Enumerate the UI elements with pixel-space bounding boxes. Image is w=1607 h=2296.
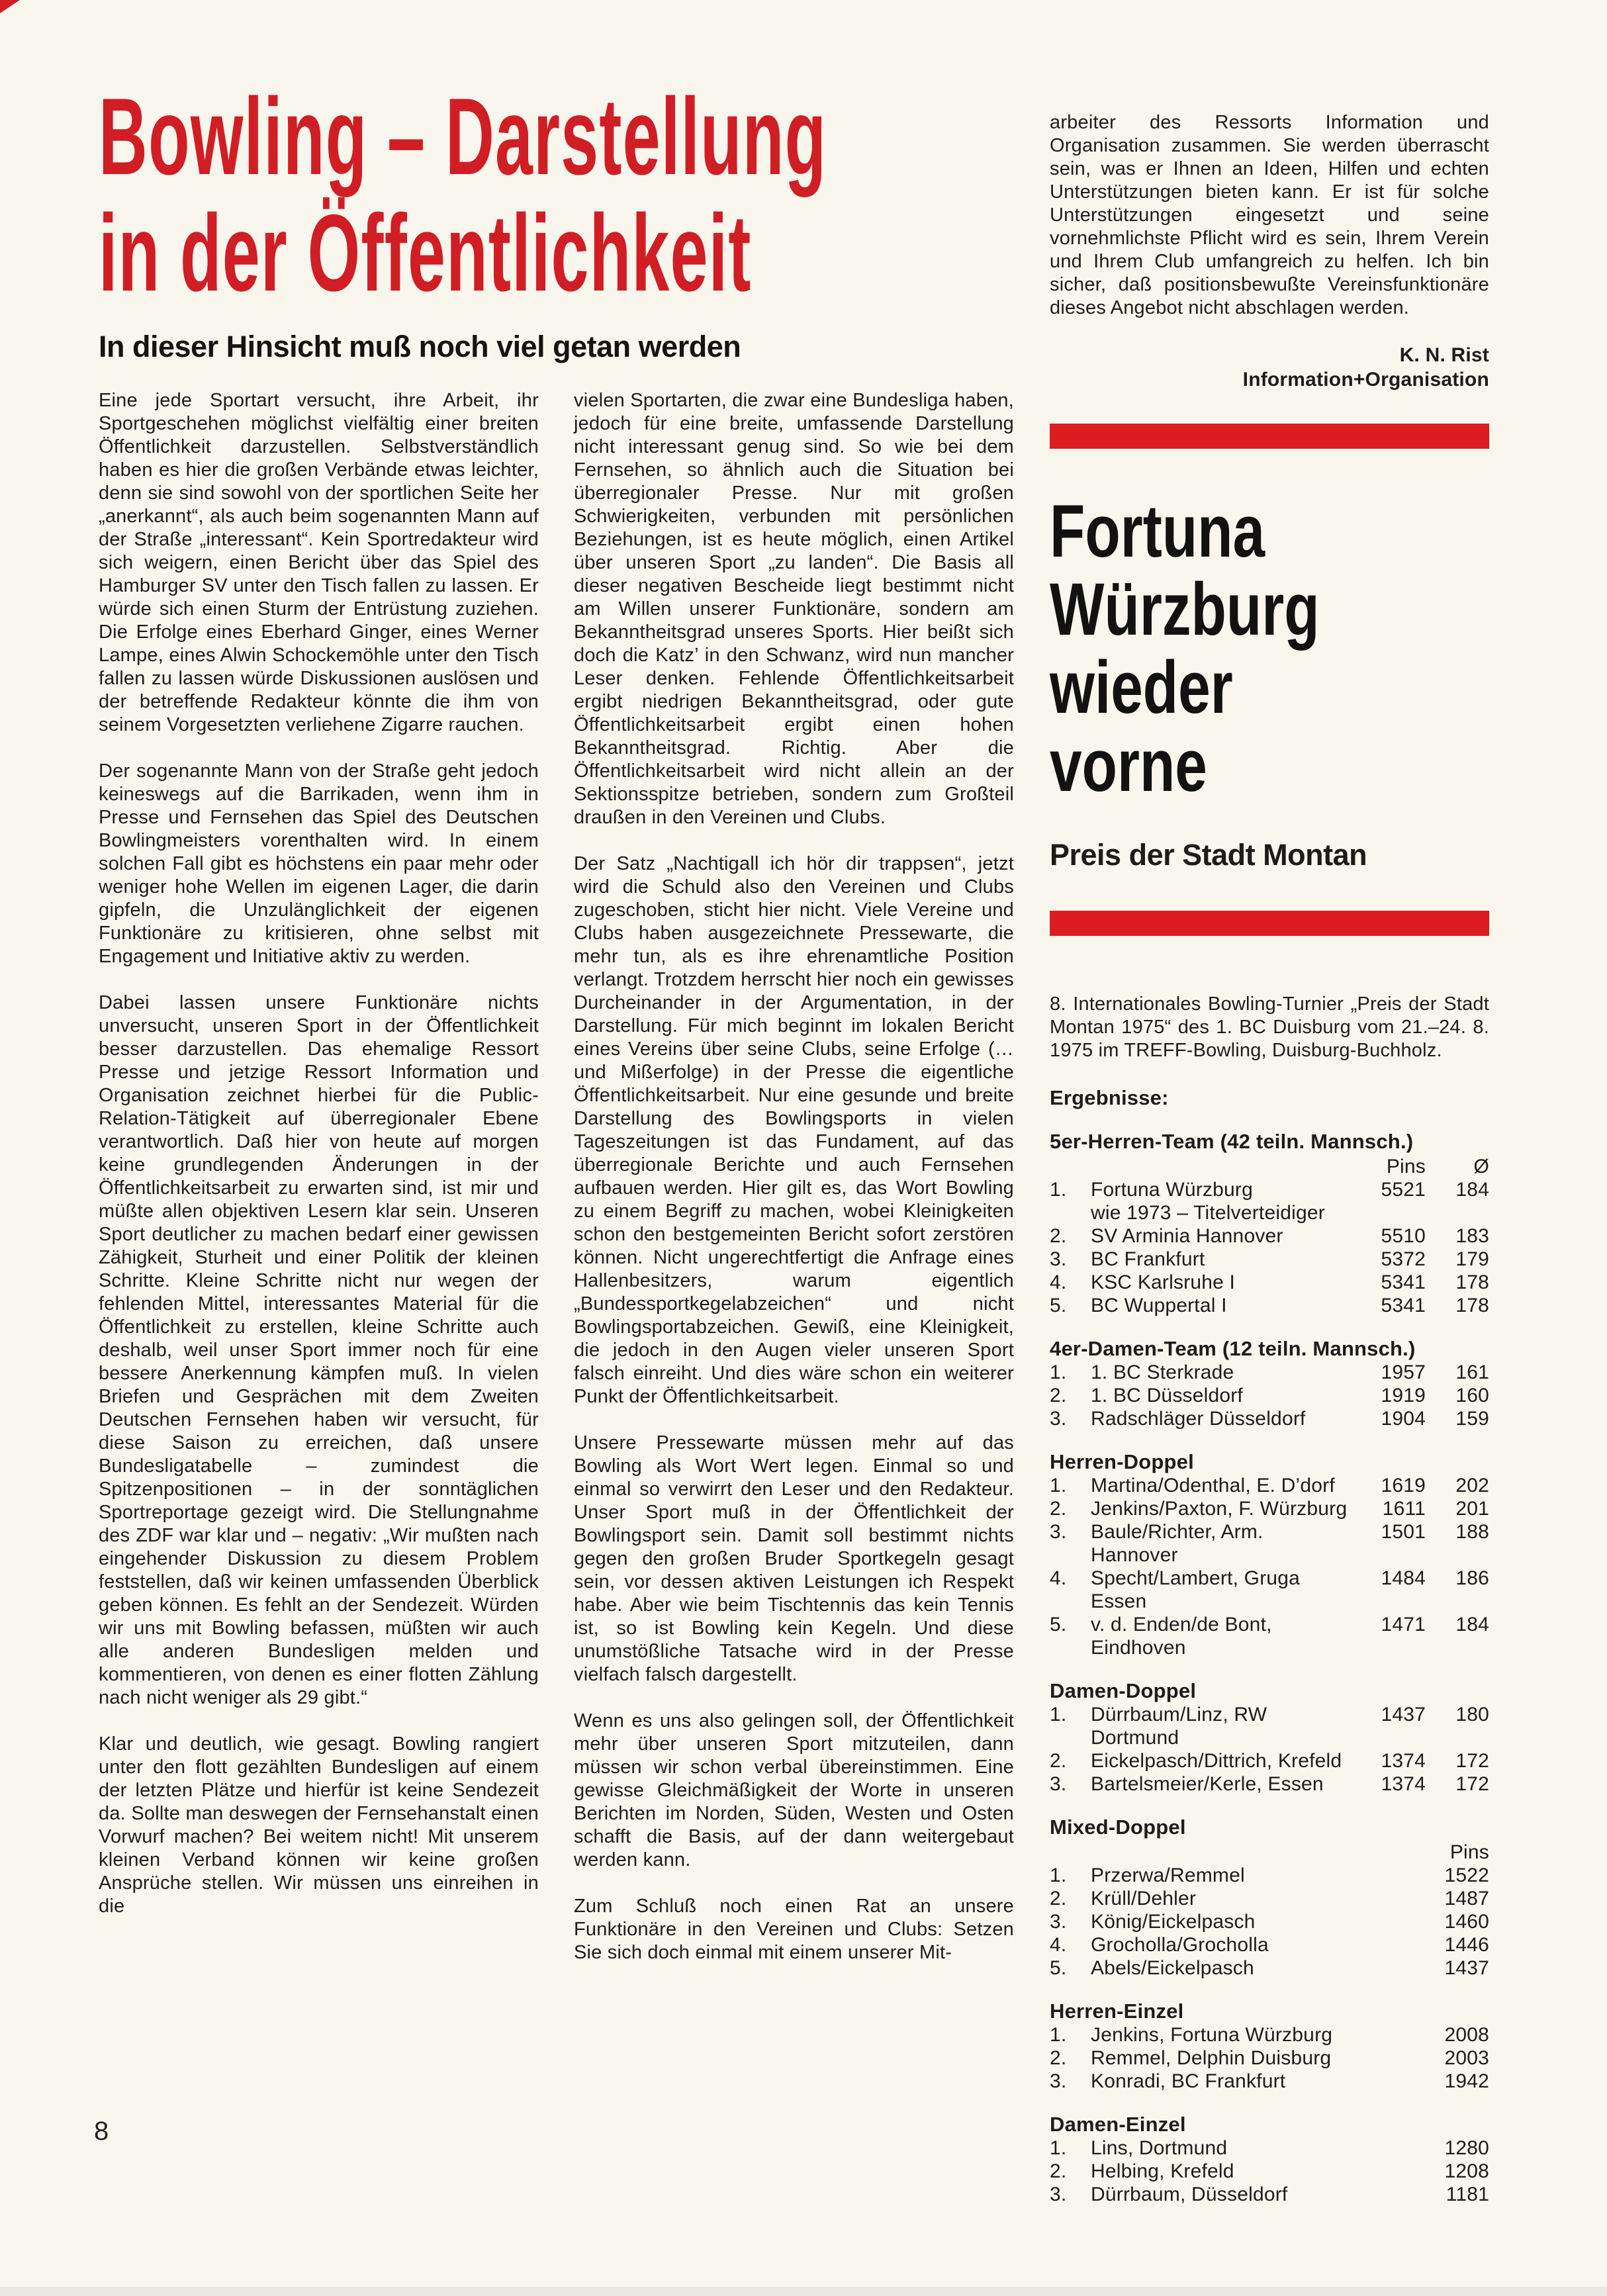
- row-pins: 5341: [1381, 1271, 1426, 1293]
- row-pins: 5510: [1381, 1225, 1426, 1247]
- fortuna-headline-line1: Fortuna: [1050, 490, 1265, 573]
- row-name: Eickelpasch/Dittrich, Krefeld: [1091, 1750, 1342, 1772]
- red-divider-top: [1050, 424, 1489, 449]
- row-rank: 1.: [1050, 1475, 1067, 1496]
- row-name: Fortuna Würzburg: [1091, 1179, 1253, 1201]
- results-row: [1050, 2070, 1489, 2093]
- row-name: Konradi, BC Frankfurt: [1091, 2070, 1286, 2092]
- results-row: [1050, 1407, 1489, 1430]
- results: [1050, 1130, 1489, 2206]
- row-pins: 1501: [1381, 1521, 1426, 1543]
- row-rank: 3.: [1050, 2070, 1067, 2092]
- results-row: [1050, 1520, 1489, 1567]
- row-average: 188: [1455, 1521, 1489, 1543]
- row-pins: 2008: [1444, 2024, 1489, 2046]
- section-heading: 5er-Herren-Team (42 teiln. Mannsch.): [1050, 1130, 1414, 1153]
- fortuna-headline: [1050, 492, 1489, 805]
- row-rank: 2.: [1050, 1498, 1067, 1520]
- row-name: BC Wuppertal I: [1091, 1295, 1227, 1316]
- row-name: v. d. Enden/de Bont, Eindhoven: [1091, 1614, 1272, 1659]
- row-average: 180: [1455, 1704, 1489, 1725]
- section-heading: 4er-Damen-Team (12 teiln. Mannsch.): [1050, 1337, 1416, 1360]
- results-row: [1050, 2136, 1489, 2160]
- results-row: [1050, 1248, 1489, 1271]
- row-rank: 5.: [1050, 1614, 1067, 1635]
- event-description: 8. Internationales Bowling-Turnier „Preis der Stadt Montan 1975“ des 1. BC Duisburg vom 21.–24. 8. 1975 im TREFF-Bowling, Duisburg-Buchholz.: [1050, 993, 1489, 1061]
- results-row: [1050, 2023, 1489, 2046]
- results-section: [1050, 1999, 1489, 2093]
- row-pins: 1437: [1444, 1957, 1489, 1979]
- results-row: [1050, 1497, 1489, 1520]
- row-name: Abels/Eickelpasch: [1091, 1957, 1254, 1979]
- row-average: 183: [1455, 1225, 1489, 1247]
- row-name: Dürrbaum/Linz, RW Dortmund: [1091, 1704, 1267, 1749]
- results-row: [1050, 1910, 1489, 1933]
- row-rank: 2.: [1050, 1888, 1067, 1909]
- row-pins: 1957: [1381, 1361, 1426, 1383]
- paragraph: Zum Schluß noch einen Rat an unsere Funktionäre in den Vereinen und Clubs: Setzen Sie sich doch einmal mit einem unserer Mit-: [574, 1896, 1014, 1963]
- row-pins: 5521: [1381, 1179, 1426, 1201]
- results-section: [1050, 1679, 1489, 1796]
- results-row: [1050, 1294, 1489, 1317]
- row-name: KSC Karlsruhe I: [1091, 1271, 1236, 1293]
- row-rank: 4.: [1050, 1271, 1067, 1293]
- row-name: Lins, Dortmund: [1091, 2137, 1228, 2159]
- page-bottom-edge: [0, 2287, 1607, 2296]
- results-row: [1050, 1224, 1489, 1248]
- row-average: 160: [1455, 1385, 1489, 1406]
- row-name: Bartelsmeier/Kerle, Essen: [1091, 1773, 1324, 1795]
- row-pins: 1522: [1444, 1864, 1489, 1886]
- row-average: 201: [1455, 1498, 1489, 1520]
- row-average: 202: [1455, 1475, 1489, 1496]
- results-section: [1050, 2113, 1489, 2206]
- row-name: BC Frankfurt: [1091, 1248, 1205, 1270]
- row-pins: 1374: [1381, 1773, 1426, 1795]
- paragraph: Eine jede Sportart versucht, ihre Arbeit, ihr Sportgeschehen möglichst vielfältig einer breiten Öffentlichkeit darzustellen. Selbstverständlich haben es hier die großen Verbände etwas leichter, denn sie sind sowohl von der sportlichen Seite her „anerkannt“, als auch beim sogenannten Mann auf der Straße „interessant“. Kein Sportredakteur wird sich weigern, einen Bericht über das Spiel des Hamburger SV unter den Tisch fallen zu lassen. Er würde sich einen Sturm der Entrüstung zuziehen. Die Erfolge eines Eberhard Ginger, eines Werner Lampe, eines Alwin Schockemöhle unter den Tisch fallen zu lassen würde Diskussionen auslösen und der betreffende Redakteur könnte die ihm von seinem Vorgesetzten verliehene Zigarre rauchen.: [99, 390, 539, 735]
- section-heading: Herren-Einzel: [1050, 1999, 1184, 2023]
- results-section: [1050, 1450, 1489, 1659]
- results-row: [1050, 1271, 1489, 1294]
- row-name: Jenkins/Paxton, F. Würzburg: [1091, 1498, 1348, 1520]
- red-divider-bottom: [1050, 911, 1489, 936]
- row-rank: 1.: [1050, 2024, 1067, 2046]
- row-rank: 4.: [1050, 1934, 1067, 1956]
- row-pins: 1437: [1381, 1704, 1426, 1725]
- results-label: Ergebnisse:: [1050, 1086, 1169, 1109]
- results-row: [1050, 1956, 1489, 1980]
- results-row: [1050, 1887, 1489, 1910]
- signature-role: Information+Organisation: [1242, 369, 1489, 390]
- row-average: 161: [1455, 1361, 1489, 1383]
- results-section: [1050, 1337, 1489, 1430]
- lead-subtitle: In dieser Hinsicht muß noch viel getan werden: [99, 330, 741, 363]
- body-column-2: [574, 389, 1014, 1964]
- row-pins: 5341: [1381, 1295, 1426, 1316]
- row-pins: 1280: [1444, 2137, 1489, 2159]
- row-pins: 1484: [1381, 1567, 1426, 1589]
- row-rank: 2.: [1050, 1385, 1067, 1406]
- paragraph: Unsere Pressewarte müssen mehr auf das Bowling als Wort Wert legen. Einmal so und einmal so verwirrt den Leser und den Redakteur. Unser Sport muß in der Öffentlichkeit der Bowlingsport sein. Damit soll bestimmt nichts gegen den großen Bruder Sportkegeln gesagt sein, vor dessen aktiven Leistungen ich Respekt habe. Aber wie beim Tischtennis das kein Tennis ist, so ist Bowling kein Kegeln. Und diese unumstößliche Tatsache wird in der Presse vielfach falsch dargestellt.: [574, 1432, 1014, 1685]
- row-pins: 1487: [1444, 1888, 1489, 1909]
- fortuna-subheadline: Preis der Stadt Montan: [1050, 838, 1367, 872]
- row-average: 186: [1455, 1567, 1489, 1589]
- body-column-1: [99, 389, 539, 1918]
- fortuna-headline-line4: vorne: [1050, 724, 1207, 807]
- paragraph: Der Satz „Nachtigall ich hör dir trappsen“, jetzt wird die Schuld also den Vereinen und Clubs zugeschoben, sticht hier nicht. Viele Vereine und Clubs haben ausgezeichnete Pressewarte, die mehr tun, als es ihre ehrenamtliche Position verlangt. Trotzdem herrscht hier noch ein gewisses Durcheinander in der Argumentation, in der Darstellung. Für mich beginnt im lokalen Bericht eines Vereins über seine Clubs, seine Erfolge (… und Mißerfolge) in der Presse die eigentliche Öffentlichkeitsarbeit. Nur eine gesunde und breite Darstellung des Bowlingsports in vielen Tageszeitungen ist das Fundament, auf das überregionale Berichte und auch Fernsehen aufbauen werden. Hier gilt es, das Wort Bowling zu einem Begriff zu machen, wobei Kleinigkeiten schon den bestgemeinten Bericht sofort zerstören können. Nicht ungerechtfertigt die Anfrage eines Hallenbesitzers, warum eigentlich „Bundessportkegelabzeichen“ und nicht Bowlingsportabzeichen. Gewiß, eine Kleinigkeit, die jedoch in den Augen vieler unseren Sport falsch einreiht. Und dies wäre schon ein weiterer Punkt der Öffentlichkeitsarbeit.: [574, 853, 1014, 1407]
- row-average: 179: [1455, 1248, 1489, 1270]
- results-row: [1050, 2160, 1489, 2183]
- row-average: 184: [1455, 1614, 1489, 1635]
- row-rank: 1.: [1050, 1361, 1067, 1383]
- results-row: [1050, 1613, 1489, 1659]
- row-pins: 1208: [1444, 2160, 1489, 2182]
- row-pins: 5372: [1381, 1248, 1426, 1270]
- paragraph: vielen Sportarten, die zwar eine Bundesliga haben, jedoch für eine breite, umfassende Darstellung nicht interessant genug sind. So wie bei dem Fernsehen, so ähnlich auch die Situation bei überregionaler Presse. Nur mit großen Schwierigkeiten, verbunden mit persönlichen Beziehungen, ist es heute möglich, einen Artikel über unseren Sport „zu landen“. Die Basis all dieser negativen Bescheide liegt bestimmt nicht am Willen unserer Funktionäre, sondern am Bekanntheitsgrad unseres Sports. Hier beißt sich doch die Katz’ in den Schwanz, wird nun mancher Leser denken. Fehlende Öffentlichkeitsarbeit ergibt niedrigen Bekanntheitsgrad, oder gute Öffentlichkeitsarbeit ergibt einen hohen Bekanntheitsgrad. Richtig. Aber die Öffentlichkeitsarbeit wird nicht allein an der Sektionsspitze betrieben, sondern zum Großteil draußen in den Vereinen und Clubs.: [574, 390, 1014, 828]
- results-section: [1050, 1815, 1489, 1980]
- results-row: [1050, 1772, 1489, 1796]
- results-row: [1050, 1749, 1489, 1772]
- signature-name: K. N. Rist: [1399, 344, 1489, 366]
- row-name: Remmel, Delphin Duisburg: [1091, 2047, 1332, 2069]
- lead-title-line1: Bowling – Darstellung: [99, 75, 827, 197]
- row-rank: 3.: [1050, 1248, 1067, 1270]
- fortuna-headline-line3: wieder: [1050, 646, 1233, 729]
- row-rank: 3.: [1050, 1773, 1067, 1795]
- row-rank: 3.: [1050, 1911, 1067, 1933]
- row-rank: 2.: [1050, 2160, 1067, 2182]
- row-name: Baule/Richter, Arm. Hannover: [1091, 1521, 1263, 1566]
- body-column-3: [1050, 111, 1489, 2206]
- row-note: wie 1973 – Titelverteidiger: [1091, 1202, 1325, 1224]
- results-header-row: [1050, 1155, 1489, 1178]
- fortuna-headline-line2: Würzburg: [1050, 568, 1320, 651]
- row-pins: 1446: [1444, 1934, 1489, 1956]
- row-pins: 1919: [1381, 1385, 1426, 1406]
- row-average: 178: [1455, 1295, 1489, 1316]
- lead-title-line2: in der Öffentlichkeit: [99, 192, 752, 314]
- row-rank: 3.: [1050, 1521, 1067, 1543]
- page-number: 8: [94, 2117, 109, 2146]
- row-name: Helbing, Krefeld: [1091, 2160, 1234, 2182]
- row-average: 172: [1455, 1773, 1489, 1795]
- row-pins: 1619: [1381, 1475, 1426, 1496]
- row-rank: 3.: [1050, 1408, 1067, 1430]
- row-pins: 1904: [1381, 1408, 1426, 1430]
- row-rank: 3.: [1050, 2183, 1067, 2205]
- pins-column-header: Pins: [1449, 1841, 1489, 1863]
- paragraph: Der sogenannte Mann von der Straße geht jedoch keineswegs auf die Barrikaden, wenn ihm in Presse und Fernsehen das Spiel des Deutschen Bowlingmeisters vorenthalten wird. In einem solchen Fall gibt es höchstens ein paar mehr oder weniger hohe Wellen im eigenen Lager, die darin gipfeln, die Unzulänglichkeit der eigenen Funktionäre zu kritisieren, ohne selbst mit Engagement und Initiative aktiv zu werden.: [99, 760, 539, 967]
- row-rank: 5.: [1050, 1295, 1067, 1316]
- row-name: König/Eickelpasch: [1091, 1911, 1256, 1933]
- header-spacer: [1050, 1155, 1354, 1178]
- row-name: Specht/Lambert, Gruga Essen: [1091, 1567, 1301, 1612]
- results-row: [1050, 1384, 1489, 1407]
- results-row: [1050, 1864, 1489, 1887]
- row-name: Dürrbaum, Düsseldorf: [1091, 2183, 1288, 2205]
- row-name: Grocholla/Grocholla: [1091, 1934, 1269, 1956]
- paragraph: Wenn es uns also gelingen soll, der Öffentlichkeit mehr über unseren Sport mitzuteilen, dann müssen wir schon verbal übereinstimmen. Eine gewisse Gleichmäßigkeit der Worte in unseren Berichten im Norden, Süden, Westen und Osten schafft die Basis, auf der dann weitergebaut werden kann.: [574, 1710, 1014, 1870]
- row-name: 1. BC Sterkrade: [1091, 1361, 1234, 1383]
- row-rank: 1.: [1050, 1864, 1067, 1886]
- row-average: 159: [1455, 1408, 1489, 1430]
- row-name: Jenkins, Fortuna Würzburg: [1091, 2024, 1333, 2046]
- average-column-header: Ø: [1473, 1156, 1489, 1177]
- row-name: SV Arminia Hannover: [1091, 1225, 1283, 1247]
- scan-corner-mark: [0, 0, 20, 13]
- row-pins: 2003: [1444, 2047, 1489, 2069]
- row-rank: 4.: [1050, 1567, 1067, 1589]
- row-rank: 5.: [1050, 1957, 1067, 1979]
- row-pins: 1942: [1444, 2070, 1489, 2092]
- results-section: [1050, 1130, 1489, 1317]
- pins-column-header: Pins: [1386, 1156, 1426, 1177]
- results-row: [1050, 1178, 1489, 1201]
- row-rank: 2.: [1050, 1225, 1067, 1247]
- row-rank: 1.: [1050, 2137, 1067, 2159]
- results-row: [1050, 2183, 1489, 2206]
- results-header-row: [1050, 1841, 1489, 1864]
- row-name: Przerwa/Remmel: [1091, 1864, 1245, 1886]
- paragraph: Dabei lassen unsere Funktionäre nichts unversucht, unseren Sport in der Öffentlichkeit besser darzustellen. Das ehemalige Ressort Presse und jetzige Ressort Information und Organisation zeichnet hierbei für die Public-Relation-Tätigkeit auf überregionaler Ebene verantwortlich. Daß hier von heute auf morgen keine grundlegenden Änderungen in der Öffentlichkeitsarbeit zu erwarten sind, ist mir und müßte allen objektiven Lesern klar sein. Unseren Sport deutlicher zu machen bedarf einer gewissen Zähigkeit, Sturheit und einer Politik der kleinen Schritte. Kleine Schritte nicht nur wegen der fehlenden Mittel, interessantes Material für die Öffentlichkeit zu erstellen, kleine Schritte auch deshalb, weil unser Sport immer noch für eine bessere Anerkennung kämpfen muß. In vielen Briefen und Gesprächen mit dem Zweiten Deutschen Fernsehen haben wir versucht, für diese Saison zu erreichen, daß unsere Bundesligatabelle – zumindest die Spitzenpositionen – in der sonntäglichen Sportreportage gezeigt wird. Die Stellungnahme des ZDF war klar und – negativ: „Wir mußten nach eingehender Diskussion zu diesem Problem feststellen, daß wir keinen umfassenden Überblick geben können. Es fehlt an der Sendezeit. Würden wir uns mit Bowling befassen, müßten wir auch alle anderen Bundesligen melden und kommentieren, von denen es einer flotten Zählung nach nicht weniger als 29 gibt.“: [99, 992, 539, 1708]
- results-row: [1050, 1361, 1489, 1384]
- row-name: 1. BC Düsseldorf: [1091, 1385, 1243, 1406]
- row-rank: 1.: [1050, 1179, 1067, 1201]
- row-rank: 2.: [1050, 2047, 1067, 2069]
- row-rank: 1.: [1050, 1704, 1067, 1725]
- section-heading: Mixed-Doppel: [1050, 1815, 1186, 1839]
- row-pins: 1460: [1444, 1911, 1489, 1933]
- row-rank: 2.: [1050, 1750, 1067, 1772]
- results-row: [1050, 1567, 1489, 1613]
- row-average: 184: [1455, 1179, 1489, 1201]
- paragraph: arbeiter des Ressorts Information und Organisation zusammen. Sie werden überrascht sein, was er Ihnen an Ideen, Hilfen und echten Unterstützungen bieten kann. Er ist für solche Unterstützungen eingesetzt und seine vornehmlichste Pflicht wird es sein, Ihrem Verein und Ihrem Club umfangreich zu helfen. Ich bin sicher, daß positionsbewußte Vereinsfunktionäre dieses Angebot nicht abschlagen werden.: [1050, 112, 1489, 318]
- section-heading: Damen-Einzel: [1050, 2113, 1186, 2136]
- paragraph: Klar und deutlich, wie gesagt. Bowling rangiert unter den flott gezählten Bundesligen auf einem der letzten Plätze und hierfür ist keine Sendezeit da. Sollte man deswegen der Fernsehanstalt einen Vorwurf machen? Bei weitem nicht! Mit unserem kleinen Verband können wir keine großen Ansprüche stellen. Wir müssen uns einreihen in die: [99, 1733, 539, 1917]
- results-row: [1050, 2046, 1489, 2070]
- row-pins: 1181: [1446, 2183, 1489, 2205]
- row-pins: 1611: [1382, 1498, 1426, 1520]
- row-pins: 1374: [1381, 1750, 1426, 1772]
- row-name: Radschläger Düsseldorf: [1091, 1408, 1306, 1430]
- results-row: [1050, 1933, 1489, 1956]
- section-heading: Damen-Doppel: [1050, 1679, 1197, 1702]
- header-spacer: [1050, 1841, 1350, 1864]
- row-name: Krüll/Dehler: [1091, 1888, 1197, 1909]
- row-name: Martina/Odenthal, E. D’dorf: [1091, 1475, 1335, 1496]
- results-row: [1050, 1703, 1489, 1749]
- results-row: [1050, 1474, 1489, 1497]
- row-pins: 1471: [1381, 1614, 1426, 1635]
- row-average: 178: [1455, 1271, 1489, 1293]
- section-heading: Herren-Doppel: [1050, 1450, 1194, 1473]
- row-average: 172: [1455, 1750, 1489, 1772]
